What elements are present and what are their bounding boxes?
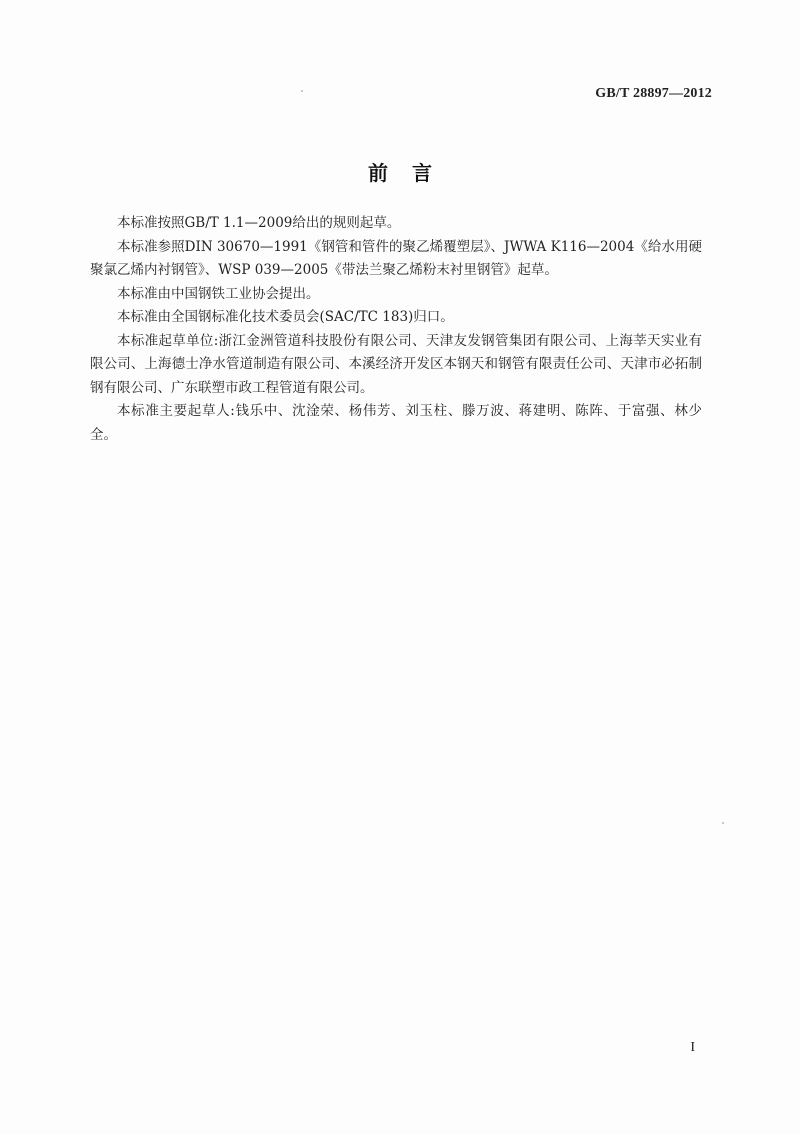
scan-speck	[301, 90, 303, 92]
paragraph-drafting-units: 本标准起草单位:浙江金洲管道科技股份有限公司、天津友发钢管集团有限公司、上海莘天实业有限公司、上海德士净水管道制造有限公司、本溪经济开发区本钢天和钢管有限责任公司、天津市必拓制钢有限公司、广东联塑市政工程管道有限公司。	[90, 332, 702, 396]
paragraph-proposer: 本标准由中国钢铁工业协会提出。	[117, 285, 320, 302]
paragraph-drafters: 本标准主要起草人:钱乐中、沈淦荣、杨伟芳、刘玉柱、滕万波、蒋建明、陈阵、于富强、林少全。	[90, 403, 702, 443]
body-text	[90, 212, 702, 447]
standard-code: GB/T 28897—2012	[595, 86, 712, 101]
page-title: 前言	[368, 161, 456, 185]
page-number: I	[690, 1040, 695, 1055]
scan-speck	[722, 822, 724, 824]
paragraph-drafting-rules: 本标准按照GB/T 1.1—2009给出的规则起草。	[117, 215, 401, 231]
paragraph-committee: 本标准由全国钢标准化技术委员会(SAC/TC 183)归口。	[117, 309, 454, 325]
paragraph-references: 本标准参照DIN 30670—1991《钢管和管件的聚乙烯覆塑层》、JWWA K116—2004《给水用硬聚氯乙烯内衬钢管》、WSP 039—2005《带法兰聚乙烯粉末衬里钢管》起草。	[90, 238, 702, 278]
